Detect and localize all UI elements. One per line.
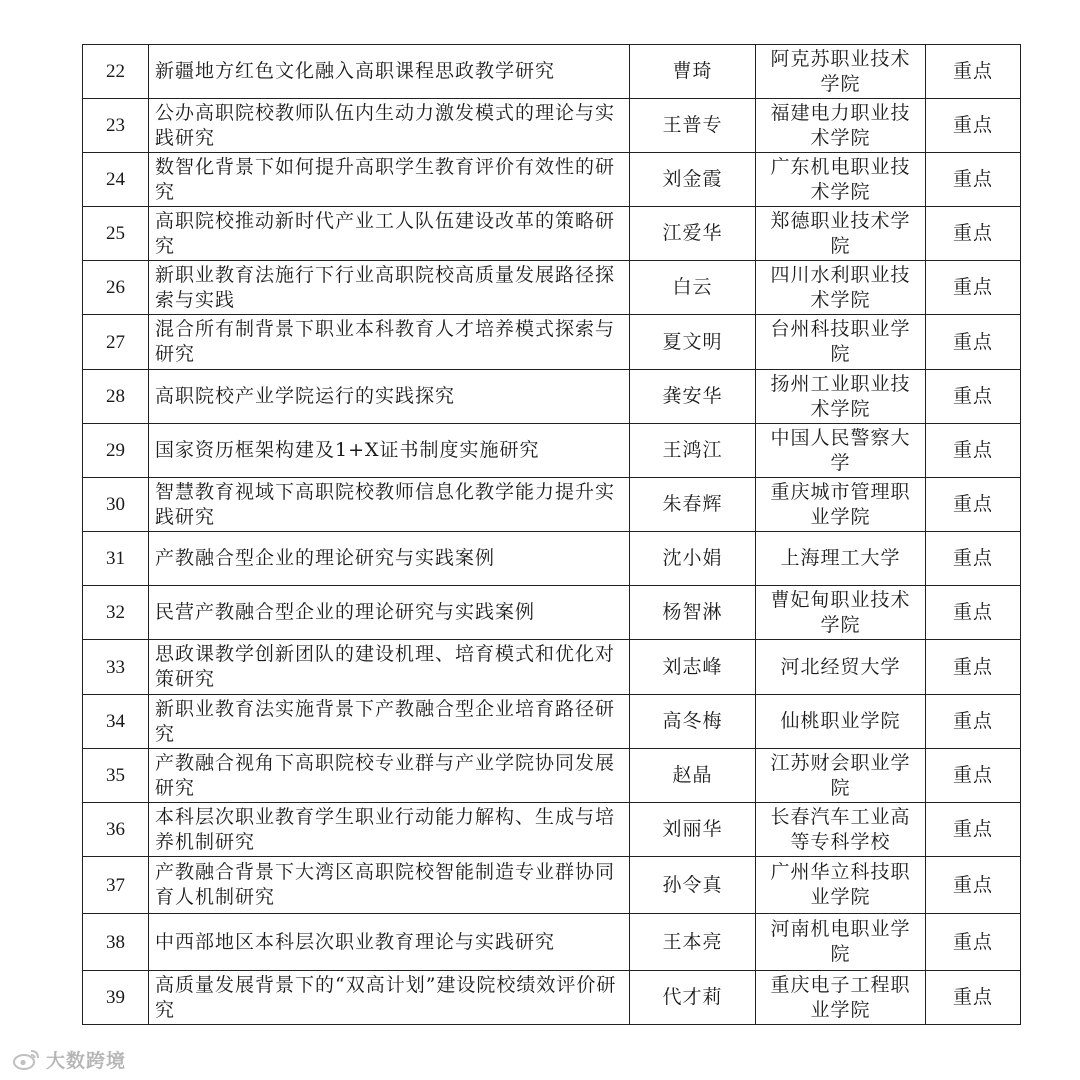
project-level: 重点 [926, 315, 1021, 370]
row-number: 27 [83, 315, 149, 370]
row-number: 38 [83, 914, 149, 971]
project-leader: 曹琦 [630, 45, 756, 99]
institution-name: 台州科技职业学院 [756, 315, 926, 370]
institution-name: 河北经贸大学 [756, 640, 926, 695]
row-number: 37 [83, 857, 149, 914]
institution-name: 广州华立科技职业学院 [756, 857, 926, 914]
institution-name: 广东机电职业技术学院 [756, 153, 926, 207]
table-row [83, 532, 1021, 586]
table-row [83, 370, 1021, 424]
project-leader: 夏文明 [630, 315, 756, 370]
project-title: 新职业教育法施行下行业高职院校高质量发展路径探索与实践 [149, 261, 630, 315]
institution-name: 长春汽车工业高等专科学校 [756, 803, 926, 857]
table-row [83, 424, 1021, 478]
project-level: 重点 [926, 478, 1021, 532]
project-level: 重点 [926, 971, 1021, 1025]
table-row [83, 315, 1021, 370]
row-number: 23 [83, 99, 149, 153]
project-leader: 赵晶 [630, 749, 756, 803]
project-leader: 王鸿江 [630, 424, 756, 478]
row-number: 34 [83, 695, 149, 749]
watermark [12, 1046, 126, 1072]
table-row [83, 45, 1021, 99]
institution-name: 中国人民警察大学 [756, 424, 926, 478]
project-title: 高质量发展背景下的“双高计划”建设院校绩效评价研究 [149, 971, 630, 1025]
project-title: 中西部地区本科层次职业教育理论与实践研究 [149, 914, 630, 971]
table-row [83, 914, 1021, 971]
project-level: 重点 [926, 857, 1021, 914]
weibo-logo-icon [12, 1047, 42, 1071]
project-leader: 杨智淋 [630, 586, 756, 640]
institution-name: 重庆城市管理职业学院 [756, 478, 926, 532]
table-row [83, 99, 1021, 153]
institution-name: 重庆电子工程职业学院 [756, 971, 926, 1025]
row-number: 22 [83, 45, 149, 99]
project-title: 新疆地方红色文化融入高职课程思政教学研究 [149, 45, 630, 99]
table-row [83, 749, 1021, 803]
table-row [83, 695, 1021, 749]
institution-name: 阿克苏职业技术学院 [756, 45, 926, 99]
project-title: 混合所有制背景下职业本科教育人才培养模式探索与研究 [149, 315, 630, 370]
project-level: 重点 [926, 803, 1021, 857]
project-level: 重点 [926, 153, 1021, 207]
row-number: 39 [83, 971, 149, 1025]
project-level: 重点 [926, 99, 1021, 153]
project-leader: 刘志峰 [630, 640, 756, 695]
project-title: 思政课教学创新团队的建设机理、培育模式和优化对策研究 [149, 640, 630, 695]
institution-name: 扬州工业职业技术学院 [756, 370, 926, 424]
project-leader: 代才莉 [630, 971, 756, 1025]
institution-name: 曹妃甸职业技术学院 [756, 586, 926, 640]
project-title: 公办高职院校教师队伍内生动力激发模式的理论与实践研究 [149, 99, 630, 153]
institution-name: 福建电力职业技术学院 [756, 99, 926, 153]
table-row [83, 261, 1021, 315]
row-number: 28 [83, 370, 149, 424]
project-leader: 刘丽华 [630, 803, 756, 857]
institution-name: 四川水利职业技术学院 [756, 261, 926, 315]
project-level: 重点 [926, 749, 1021, 803]
project-title: 产教融合视角下高职院校专业群与产业学院协同发展研究 [149, 749, 630, 803]
table-row [83, 971, 1021, 1025]
row-number: 35 [83, 749, 149, 803]
project-title: 民营产教融合型企业的理论研究与实践案例 [149, 586, 630, 640]
row-number: 24 [83, 153, 149, 207]
project-level: 重点 [926, 695, 1021, 749]
project-title: 高职院校产业学院运行的实践探究 [149, 370, 630, 424]
project-level: 重点 [926, 45, 1021, 99]
project-level: 重点 [926, 532, 1021, 586]
table-row [83, 640, 1021, 695]
project-level: 重点 [926, 424, 1021, 478]
table-row [83, 857, 1021, 914]
project-title: 产教融合背景下大湾区高职院校智能制造专业群协同育人机制研究 [149, 857, 630, 914]
project-title: 产教融合型企业的理论研究与实践案例 [149, 532, 630, 586]
institution-name: 河南机电职业学院 [756, 914, 926, 971]
row-number: 33 [83, 640, 149, 695]
project-leader: 白云 [630, 261, 756, 315]
project-leader: 孙令真 [630, 857, 756, 914]
project-level: 重点 [926, 207, 1021, 261]
row-number: 32 [83, 586, 149, 640]
project-leader: 龚安华 [630, 370, 756, 424]
project-title: 本科层次职业教育学生职业行动能力解构、生成与培养机制研究 [149, 803, 630, 857]
table-row [83, 207, 1021, 261]
project-title: 国家资历框架构建及1+X证书制度实施研究 [149, 424, 630, 478]
project-title: 高职院校推动新时代产业工人队伍建设改革的策略研究 [149, 207, 630, 261]
row-number: 29 [83, 424, 149, 478]
watermark-text: 大数跨境 [46, 1049, 127, 1072]
project-title: 智慧教育视域下高职院校教师信息化教学能力提升实践研究 [149, 478, 630, 532]
row-number: 31 [83, 532, 149, 586]
project-level: 重点 [926, 370, 1021, 424]
project-leader: 沈小娟 [630, 532, 756, 586]
row-number: 30 [83, 478, 149, 532]
institution-name: 郑德职业技术学院 [756, 207, 926, 261]
project-leader: 江爱华 [630, 207, 756, 261]
project-leader: 高冬梅 [630, 695, 756, 749]
project-title: 数智化背景下如何提升高职学生教育评价有效性的研究 [149, 153, 630, 207]
table-row [83, 478, 1021, 532]
institution-name: 仙桃职业学院 [756, 695, 926, 749]
table-row [83, 803, 1021, 857]
project-level: 重点 [926, 914, 1021, 971]
table-row [83, 586, 1021, 640]
project-leader: 朱春辉 [630, 478, 756, 532]
project-leader: 王普专 [630, 99, 756, 153]
institution-name: 上海理工大学 [756, 532, 926, 586]
project-level: 重点 [926, 640, 1021, 695]
institution-name: 江苏财会职业学院 [756, 749, 926, 803]
project-table [82, 44, 1021, 1025]
row-number: 25 [83, 207, 149, 261]
project-level: 重点 [926, 586, 1021, 640]
project-leader: 王本亮 [630, 914, 756, 971]
project-level: 重点 [926, 261, 1021, 315]
project-title: 新职业教育法实施背景下产教融合型企业培育路径研究 [149, 695, 630, 749]
row-number: 36 [83, 803, 149, 857]
project-leader: 刘金霞 [630, 153, 756, 207]
row-number: 26 [83, 261, 149, 315]
table-row [83, 153, 1021, 207]
